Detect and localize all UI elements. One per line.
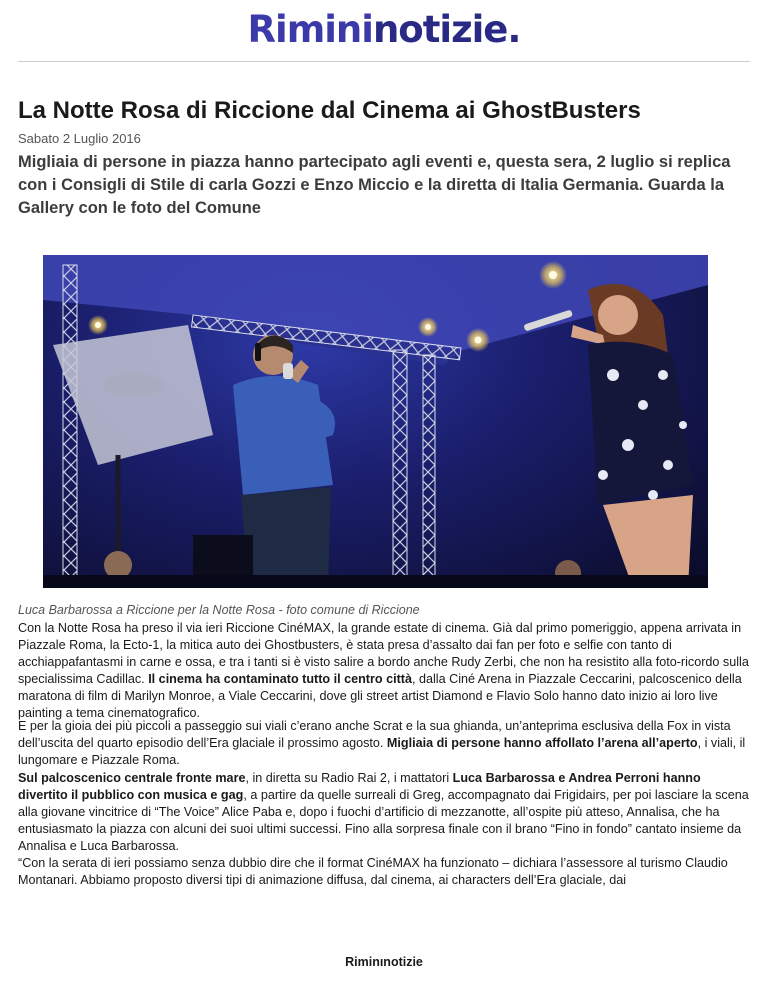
article-photo[interactable] bbox=[43, 255, 708, 588]
article-title: La Notte Rosa di Riccione dal Cinema ai GhostBusters bbox=[18, 97, 641, 124]
logo-part-notizie: notizie bbox=[372, 8, 508, 51]
p3-highlight-c: Luca Barbarossa e Andrea Perroni hanno divertito il pubblico con musica e gag bbox=[18, 771, 701, 802]
footer-site-name: Riminınotizie bbox=[345, 955, 423, 969]
logo-dot: . bbox=[507, 8, 521, 51]
article-paragraph-1 bbox=[18, 620, 750, 722]
p2-text-a: E per la gioia dei più piccoli a passeggio sui viali c’erano anche Scrat e la sua ghianda, un’anteprima esclusiva della Fox in vista dell’uscita del quarto episodio dell’Era glaciale il prossimo agosto. bbox=[18, 719, 731, 750]
article-paragraph-4: “Con la serata di ieri possiamo senza dubbio dire che il format CinéMAX ha funzionato – dichiara l’assessore al turismo Claudio Montanari. Abbiamo proposto diversi tipi di animazione diffusa, dal cinema, ai characters dell’Era glaciale, dai bbox=[18, 856, 728, 887]
photo-caption: Luca Barbarossa a Riccione per la Notte Rosa - foto comune di Riccione bbox=[18, 603, 420, 617]
site-logo[interactable] bbox=[0, 8, 768, 52]
p3-highlight-a: Sul palcoscenico centrale fronte mare bbox=[18, 771, 246, 785]
p1-text-a: Con la Notte Rosa ha preso il via ieri Riccione CinéMAX, la grande estate di cinema. Già dal primo pomeriggio, appena arrivata in Piazzale Roma, la Ecto-1, la mitica auto dei Ghostbusters, è stata presa d’assalto dai fan per foto e selfie con tanto di acchiappafantasmi in carne e ossa, e tra i tanti si è visto salire a bordo anche Rudy Zerbi, che non ha resistito alla foto-ricordo sulla specialissima Cadillac. bbox=[18, 621, 749, 686]
p2-text-c: , i viali, il lungomare e Piazzale Roma. bbox=[18, 736, 746, 767]
article-lead: Migliaia di persone in piazza hanno partecipato agli eventi e, questa sera, 2 luglio si replica con i Consigli di Stile di carla Gozzi e Enzo Miccio e la diretta di Italia Germania. Guarda la Gallery con le foto del Comune bbox=[18, 153, 731, 217]
article-date: Sabato 2 Luglio 2016 bbox=[18, 131, 141, 146]
p2-highlight: Migliaia di persone hanno affollato l’arena all’aperto bbox=[386, 736, 698, 750]
article-paragraph-2 bbox=[18, 718, 750, 769]
p1-text-c: , dalla Ciné Arena in Piazzale Ceccarini, palcoscenico della maratona di film di Marilyn Monroe, a Viale Ceccarini, dove gli street artist Diamond e Flavio Solo hanno dato inizio ai loro live painting a tema cinematografico. bbox=[18, 672, 742, 720]
concert-stage-illustration bbox=[43, 255, 708, 588]
p3-text-d: , a partire da quelle surreali di Greg, accompagnato dai Frigidairs, per poi lasciare la scena alla giovane vincitrice di “The Voice” Alice Paba e, dopo i fuochi d’artificio di mezzanotte, all’ospite più atteso, Annalisa, che ha entusiasmato la piazza con alcuni dei suoi ultimi successi. Fino alla sorpresa finale con il brano “Fino in fondo” cantato insieme da Annalisa e Luca Barbarossa. bbox=[18, 788, 749, 853]
masthead-divider bbox=[18, 61, 750, 62]
logo-part-rimini: Rimini bbox=[247, 8, 373, 51]
p3-text-b: , in diretta su Radio Rai 2, i mattatori bbox=[245, 771, 453, 785]
masthead bbox=[0, 0, 768, 62]
article-paragraph-3 bbox=[18, 770, 750, 855]
p1-highlight: Il cinema ha contaminato tutto il centro città bbox=[148, 672, 412, 686]
